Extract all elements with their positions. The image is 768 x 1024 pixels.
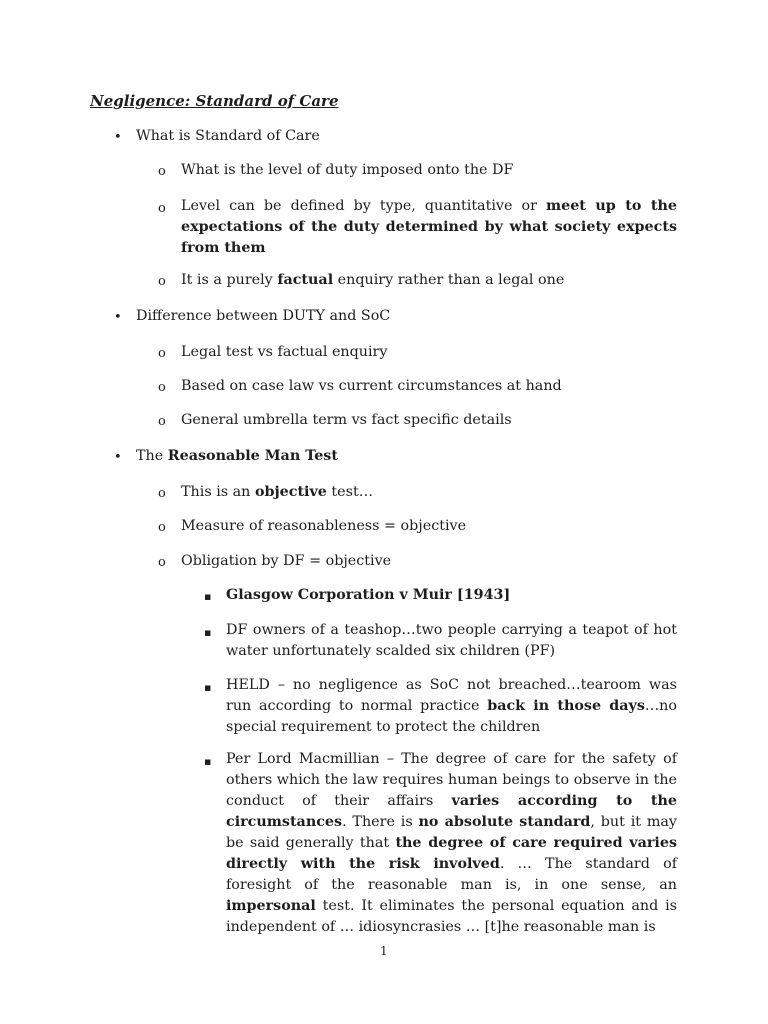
case-held: HELD – no negligence as SoC not breached…tearoom was run according to normal practice back in those days…no special requirement to protect the children xyxy=(226,677,677,735)
bullet-l2: o xyxy=(158,201,166,216)
bullet-l3: ▪ xyxy=(204,626,212,639)
bullet-l1: • xyxy=(114,450,122,465)
point-objective-test: This is an objective test… xyxy=(181,484,374,500)
bullet-l1: • xyxy=(114,130,122,145)
bullet-l2: o xyxy=(158,414,166,429)
bullet-l2: o xyxy=(158,380,166,395)
point-case-law-vs-circumstances: Based on case law vs current circumstances at hand xyxy=(181,378,562,394)
bullet-l2: o xyxy=(158,346,166,361)
page-number: 1 xyxy=(380,944,388,958)
bullet-l2: o xyxy=(158,555,166,570)
point-umbrella-vs-specific: General umbrella term vs fact specific details xyxy=(181,412,512,428)
bullet-l2: o xyxy=(158,486,166,501)
bullet-l3: ▪ xyxy=(204,590,212,603)
point-level-defined: Level can be defined by type, quantitative or meet up to the expectations of the duty determined by what society expects from them xyxy=(181,198,677,256)
point-level-of-duty: What is the level of duty imposed onto the DF xyxy=(181,162,514,178)
case-quote-lord-macmillian: Per Lord Macmillian – The degree of care for the safety of others which the law requires human beings to observe in the conduct of their affairs varies according to the circumstances. There is no absolute standard, but it may be said generally that the degree of care required varies directly with the risk involved. … The standard of foresight of the reasonable man is, in one sense, an impersonal test. It eliminates the personal equation and is independent of … idiosyncrasies … [t]he reasonable man is xyxy=(226,751,677,935)
bullet-l2: o xyxy=(158,520,166,535)
bullet-l3: ▪ xyxy=(204,681,212,694)
section-heading-reasonable-man: The Reasonable Man Test xyxy=(136,448,338,464)
case-facts: DF owners of a teashop…two people carrying a teapot of hot water unfortunately scalded six children (PF) xyxy=(226,622,677,659)
bullet-l1: • xyxy=(114,310,122,325)
page-title: Negligence: Standard of Care xyxy=(90,92,339,110)
case-title: Glasgow Corporation v Muir [1943] xyxy=(226,587,511,603)
bullet-l3: ▪ xyxy=(204,755,212,768)
point-factual-enquiry: It is a purely factual enquiry rather than a legal one xyxy=(181,272,565,288)
section-heading-duty-vs-soc: Difference between DUTY and SoC xyxy=(136,308,391,324)
bullet-l2: o xyxy=(158,164,166,179)
point-legal-vs-factual: Legal test vs factual enquiry xyxy=(181,344,388,360)
point-obligation-by-df: Obligation by DF = objective xyxy=(181,553,392,569)
bullet-l2: o xyxy=(158,274,166,289)
point-measure-reasonableness: Measure of reasonableness = objective xyxy=(181,518,467,534)
section-heading-standard-of-care: What is Standard of Care xyxy=(136,128,320,144)
